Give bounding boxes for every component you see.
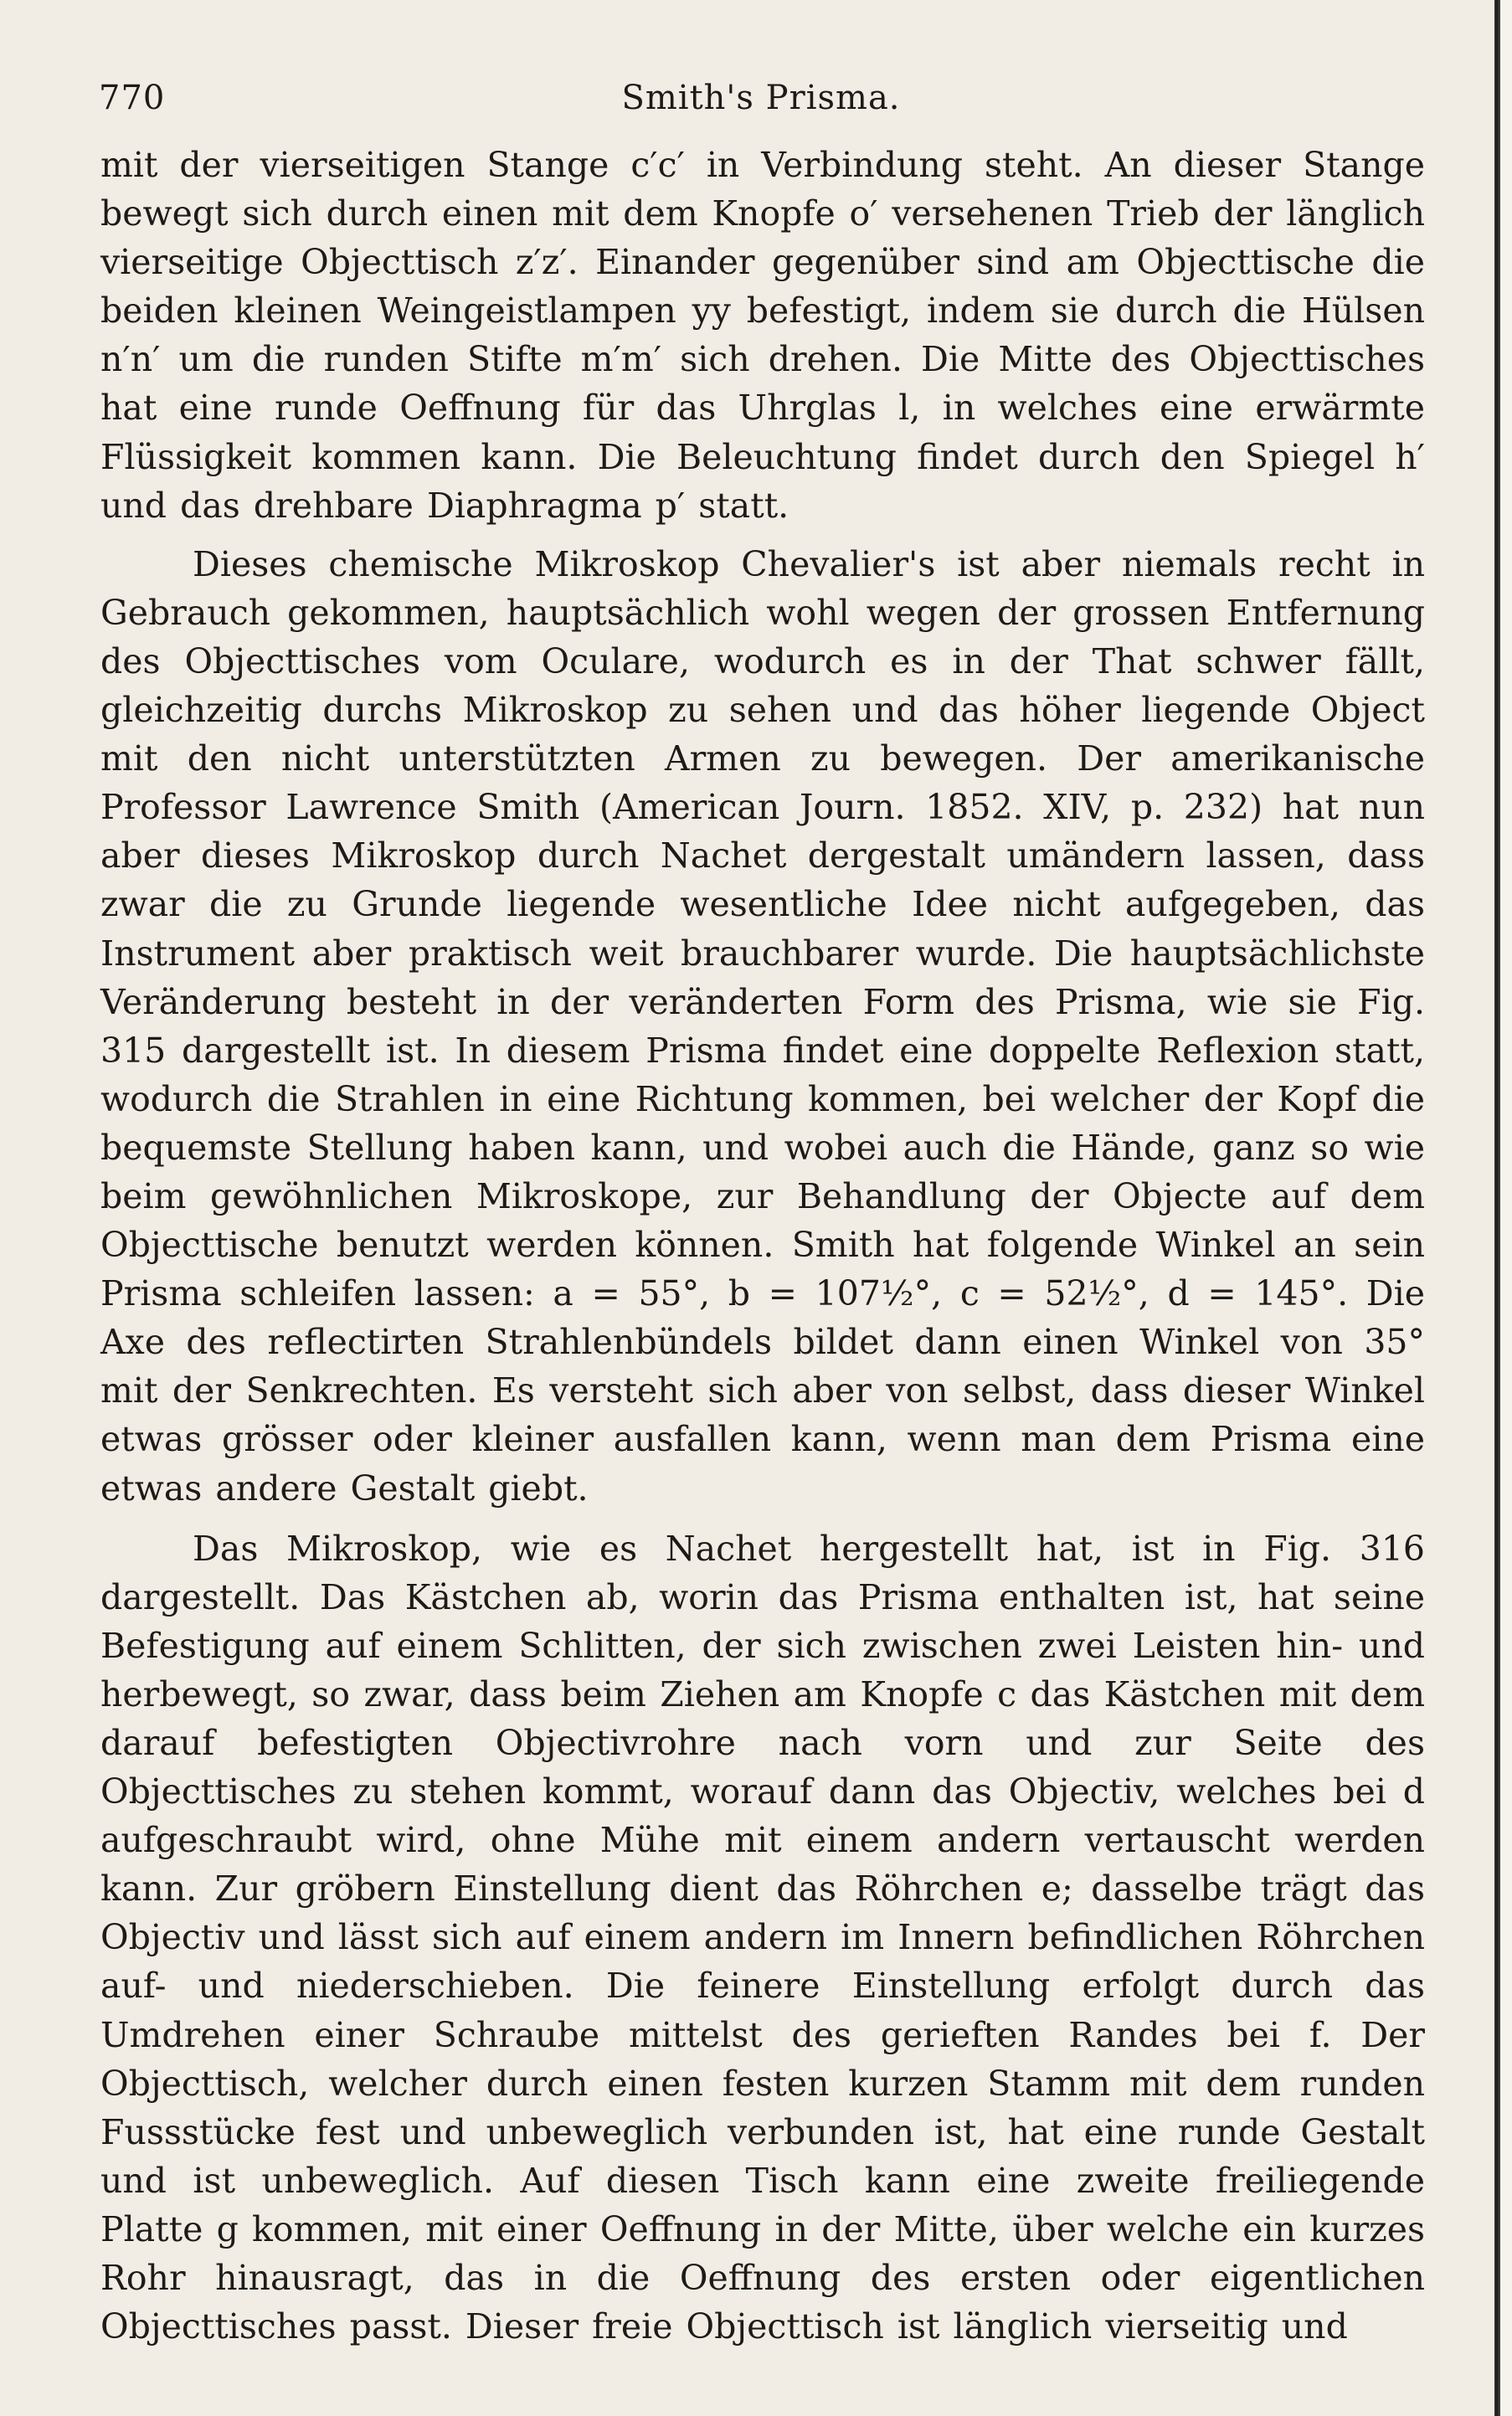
running-title: Smith's Prisma. [621, 79, 901, 117]
paragraph-1: mit der vierseitigen Stange c′c′ in Verbindung steht. An dieser Stange bewegt sich durch einen mit dem Knopfe o′ versehenen Trieb der länglich vierseitige Objecttisch z′z′. Einander gegenüber sind am Objecttische die beiden kleinen Weingeistlampen yy befestigt, indem sie durch die Hülsen n′n′ um die runden Stifte m′m′ sich drehen. Die Mitte des Objecttisches hat eine runde Oeffnung für das Uhrglas l, in welches eine erwärmte Flüssigkeit kommen kann. Die Beleuchtung findet durch den Spiegel h′ und das drehbare Diaphragma p′ statt. [100, 145, 1425, 526]
scan-page-edge [1494, 0, 1500, 2416]
paragraph-2: Dieses chemische Mikroskop Chevalier's ist aber niemals recht in Gebrauch gekommen, hauptsächlich wohl wegen der grossen Entfernung des Objecttisches vom Oculare, wodurch es in der That schwer fällt, gleichzeitig durchs Mikroskop zu sehen und das höher liegende Object mit den nicht unterstützten Armen zu bewegen. Der amerikanische Professor Lawrence Smith (American Journ. 1852. XIV, p. 232) hat nun aber dieses Mikroskop durch Nachet dergestalt umändern lassen, dass zwar die zu Grunde liegende wesentliche Idee nicht aufgegeben, das Instrument aber praktisch weit brauchbarer wurde. Die hauptsächlichste Veränderung besteht in der veränderten Form des Prisma, wie sie Fig. 315 dargestellt ist. In diesem Prisma findet eine doppelte Reflexion statt, wodurch die Strahlen in eine Richtung kommen, bei welcher der Kopf die bequemste Stellung haben kann, und wobei auch die Hände, ganz so wie beim gewöhnlichen Mikroskope, zur Behandlung der Objecte auf dem Objecttische benutzt werden können. Smith hat folgende Winkel an sein Prisma schleifen lassen: a = 55°, b = 107½°, c = 52½°, d = 145°. Die Axe des reflectirten Strahlenbündels bildet dann einen Winkel von 35° mit der Senkrechten. Es versteht sich aber von selbst, dass dieser Winkel etwas grösser oder kleiner ausfallen kann, wenn man dem Prisma eine etwas andere Gestalt giebt. [100, 543, 1425, 1509]
page-number: 770 [99, 79, 166, 117]
scan-margin [1500, 0, 1512, 2416]
paragraph-3: Das Mikroskop, wie es Nachet hergestellt hat, ist in Fig. 316 dargestellt. Das Kästchen ab, worin das Prisma enthalten ist, hat seine Befestigung auf einem Schlitten, der sich zwischen zwei Leisten hin- und herbewegt, so zwar, dass beim Ziehen am Knopfe c das Kästchen mit dem darauf befestigten Objectivrohre nach vorn und zur Seite des Objecttisches zu stehen kommt, worauf dann das Objectiv, welches bei d aufgeschraubt wird, ohne Mühe mit einem andern vertauscht werden kann. Zur gröbern Einstellung dient das Röhrchen e; dasselbe trägt das Objectiv und lässt sich auf einem andern im Innern befindlichen Röhrchen auf- und niederschieben. Die feinere Einstellung erfolgt durch das Umdrehen einer Schraube mittelst des gerieften Randes bei f. Der Objecttisch, welcher durch einen festen kurzen Stamm mit dem runden Fussstücke fest und unbeweglich verbunden ist, hat eine runde Gestalt und ist unbeweglich. Auf diesen Tisch kann eine zweite freiliegende Platte g kommen, mit einer Oeffnung in der Mitte, über welche ein kurzes Rohr hinausragt, das in die Oeffnung des ersten oder eigentlichen Objecttisches passt. Dieser freie Objecttisch ist länglich vierseitig und [100, 1528, 1425, 2347]
body-text [100, 141, 1425, 2351]
page-header [99, 79, 1423, 129]
